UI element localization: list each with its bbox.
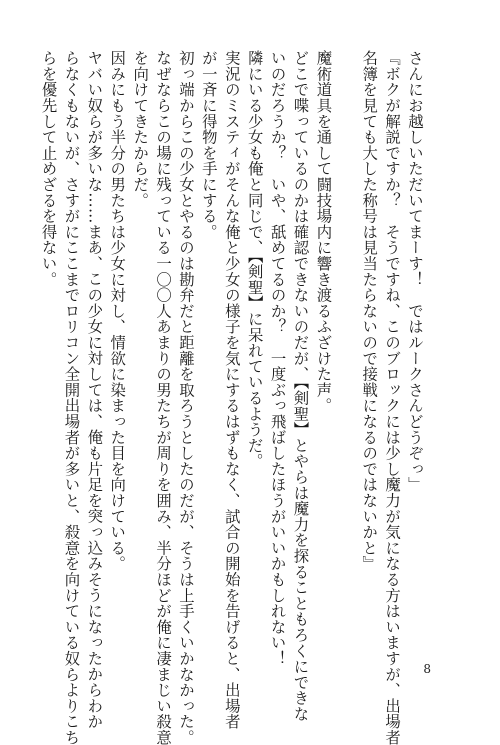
text-line: を向けてきたからだ。 xyxy=(131,50,150,208)
text-line: 実況のミスティがそんな俺と少女の様子を気にするはずもなく、試合の開始を告げると、出場者 xyxy=(222,50,241,730)
text-line: いのだろうか？ いや、舐めてるのか？ 一度ぶっ飛ばしたほうがいいかもしれない！ xyxy=(268,50,287,667)
text-line: さんにお越しいただいてまーす！ ではルークさんどうぞっ」 xyxy=(406,50,424,493)
blank-line xyxy=(334,50,357,652)
text-line: が一斉に得物を手にする。 xyxy=(199,50,218,240)
text-line: らを優先して止めざるを得ない。 xyxy=(39,50,58,287)
text-line: 名簿を見ても大した称号は見当たらないので接戦になるのではないかと』 xyxy=(360,50,379,572)
text-line: 隣にいる少女も俺と同じで、【剣聖】に呆れているようだ。 xyxy=(245,50,264,469)
text-line: 初っ端からこの少女とやるのは勘弁だと距離を取ろうとしたのだが、そうは上手くいかなかった。 xyxy=(176,50,195,745)
text-line: らなくもないが、さすがにここまでロリコン全開出場者が多いと、殺意を向けている奴らよりこち xyxy=(62,50,81,745)
text-line: 『ボクが解説ですか？ そうですね、このブロックには少し魔力が気になる方はいますが、出場者 xyxy=(383,50,402,745)
text-line: ヤバい奴らが多いな……まあ、この少女に対しては、俺も片足を突っ込みそうになったからわか xyxy=(85,50,104,730)
text-line: 魔術道具を通して闘技場内に響き渡るふざけた声。 xyxy=(314,50,333,414)
page-number: 8 xyxy=(423,662,431,676)
text-line: 因みにもう半分の男たちは少女に対し、情欲に染まった目を向けている。 xyxy=(108,50,127,572)
text-line: どこで喋っているのかは確認できないのだが、【剣聖】とやらは魔力を探ることもろくにできな xyxy=(291,50,310,722)
body-text xyxy=(37,50,426,745)
text-line: なぜならこの場に残っている一〇〇人あまりの男たちが周りを囲み、半分ほどが俺に凄まじい殺意 xyxy=(154,50,173,745)
